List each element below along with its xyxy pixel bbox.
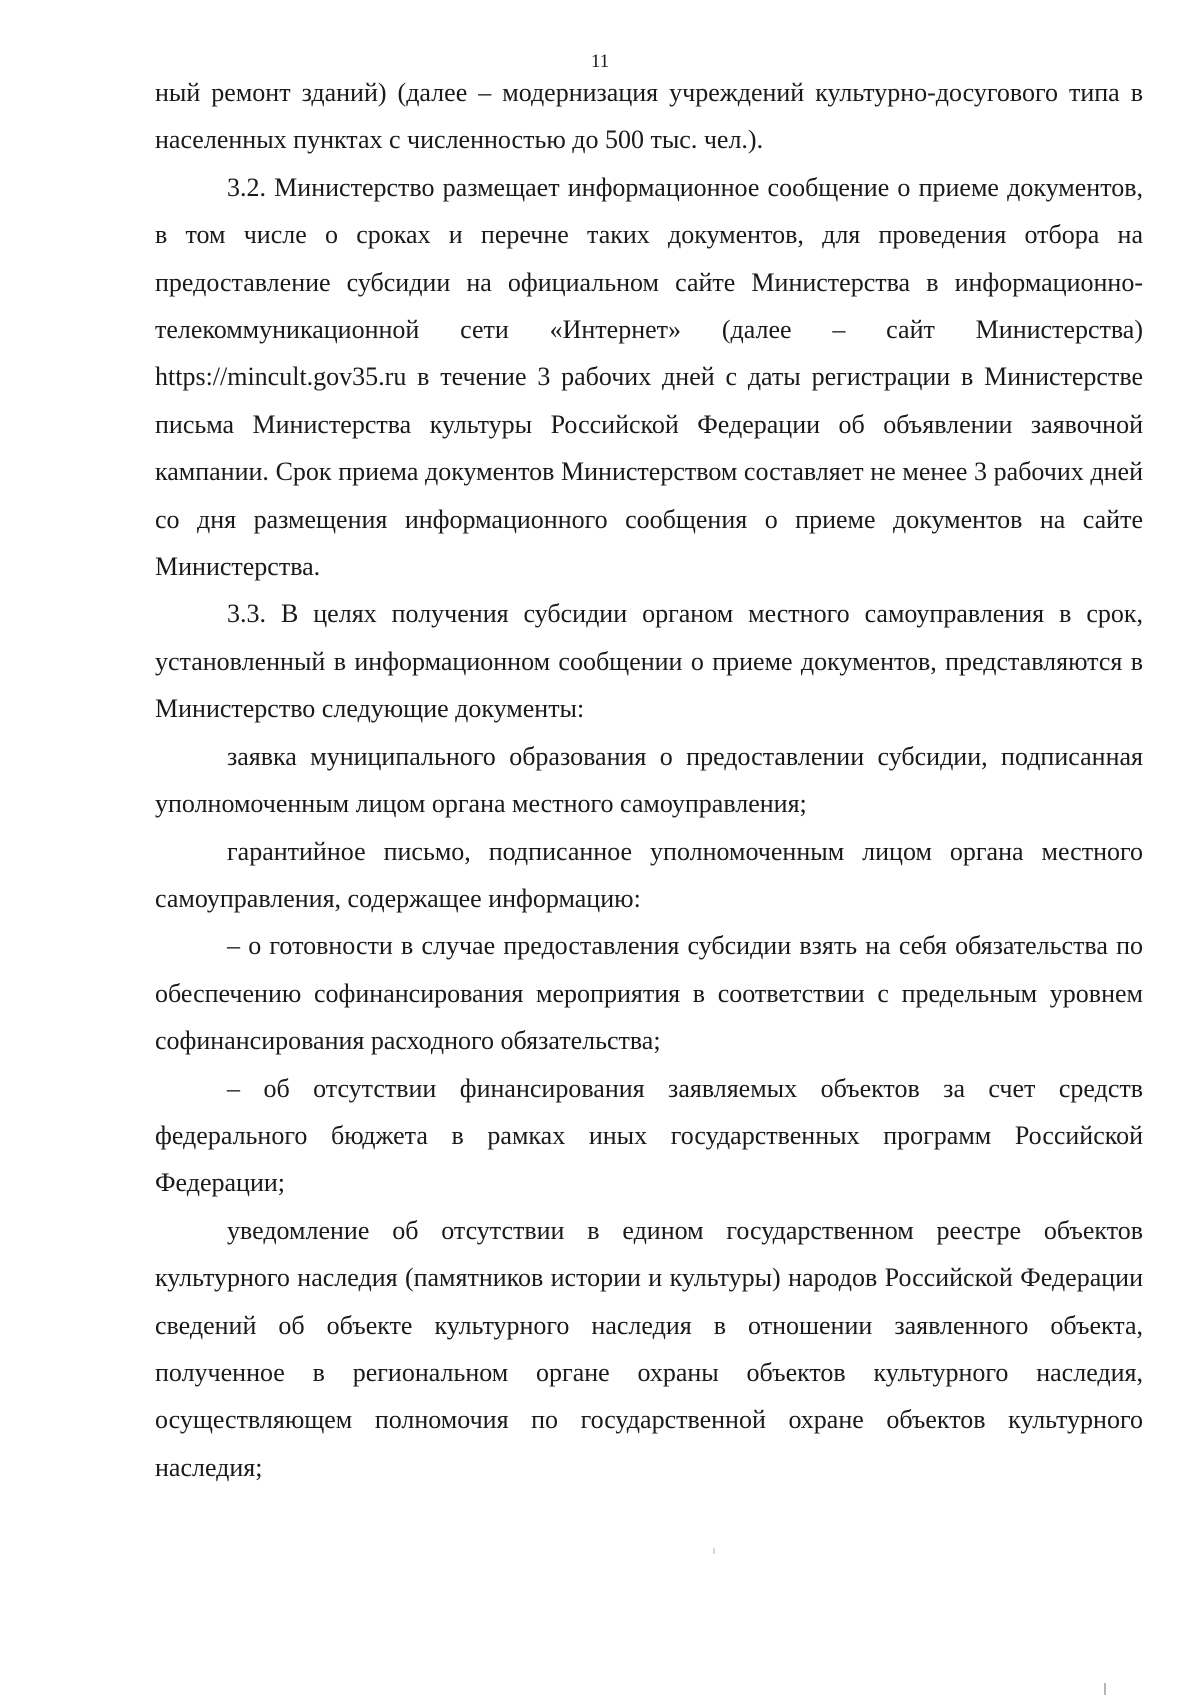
list-item-application: заявка муниципального образования о предоставлении субсидии, подписанная уполномоченным лицом органа местного самоуправления; <box>155 741 1143 819</box>
page-number: 11 <box>590 51 610 72</box>
list-item-guarantee-letter: гарантийное письмо, подписанное уполномоченным лицом органа местного самоуправления, содержащее информацию: <box>155 836 1143 913</box>
scan-artifact <box>1104 1683 1106 1695</box>
paragraph-3-3: 3.3. В целях получения субсидии органом местного самоуправления в срок, установленный в информационном сообщении о приеме документов, представляются в Министерство следующие документы: <box>155 599 1143 724</box>
scan-artifact <box>713 1548 715 1554</box>
sub-item-no-federal-funding: – об отсутствии финансирования заявляемых объектов за счет средств федерального бюджета в рамках иных государственных программ Российской Федерации; <box>155 1073 1143 1198</box>
paragraph-continuation: ный ремонт зданий) (далее – модернизация учреждений культурно-досугового типа в населенных пунктах с численностью до 500 тыс. чел.). <box>155 78 1143 155</box>
paragraph-3-2: 3.2. Министерство размещает информационное сообщение о приеме документов, в том числе о сроках и перечне таких документов, для проведения отбора на предоставление субсидии на официальном сайте Министерства в информационно-телекоммуникационной сети «Интернет» (далее – сайт Министерства) https://mincult.gov35.ru в течение 3 рабочих дней с даты регистрации в Министерстве письма Министерства культуры Российской Федерации об объявлении заявочной кампании. Срок приема документов Министерством составляет не менее 3 рабочих дней со дня размещения информационного сообщения о приеме документов на сайте Министерства. <box>155 172 1143 582</box>
sub-item-cofinancing: – о готовности в случае предоставления субсидии взять на себя обязательства по обеспечению софинансирования мероприятия в соответствии с предельным уровнем софинансирования расходного обязательства; <box>155 931 1143 1056</box>
document-body <box>155 69 1143 1491</box>
list-item-heritage-notice: уведомление об отсутствии в едином государственном реестре объектов культурного наследия (памятников истории и культуры) народов Российской Федерации сведений об объекте культурного наследия в отношении заявленного объекта, полученное в региональном органе охраны объектов культурного наследия, осуществляющем полномочия по государственной охране объектов культурного наследия; <box>155 1215 1143 1482</box>
